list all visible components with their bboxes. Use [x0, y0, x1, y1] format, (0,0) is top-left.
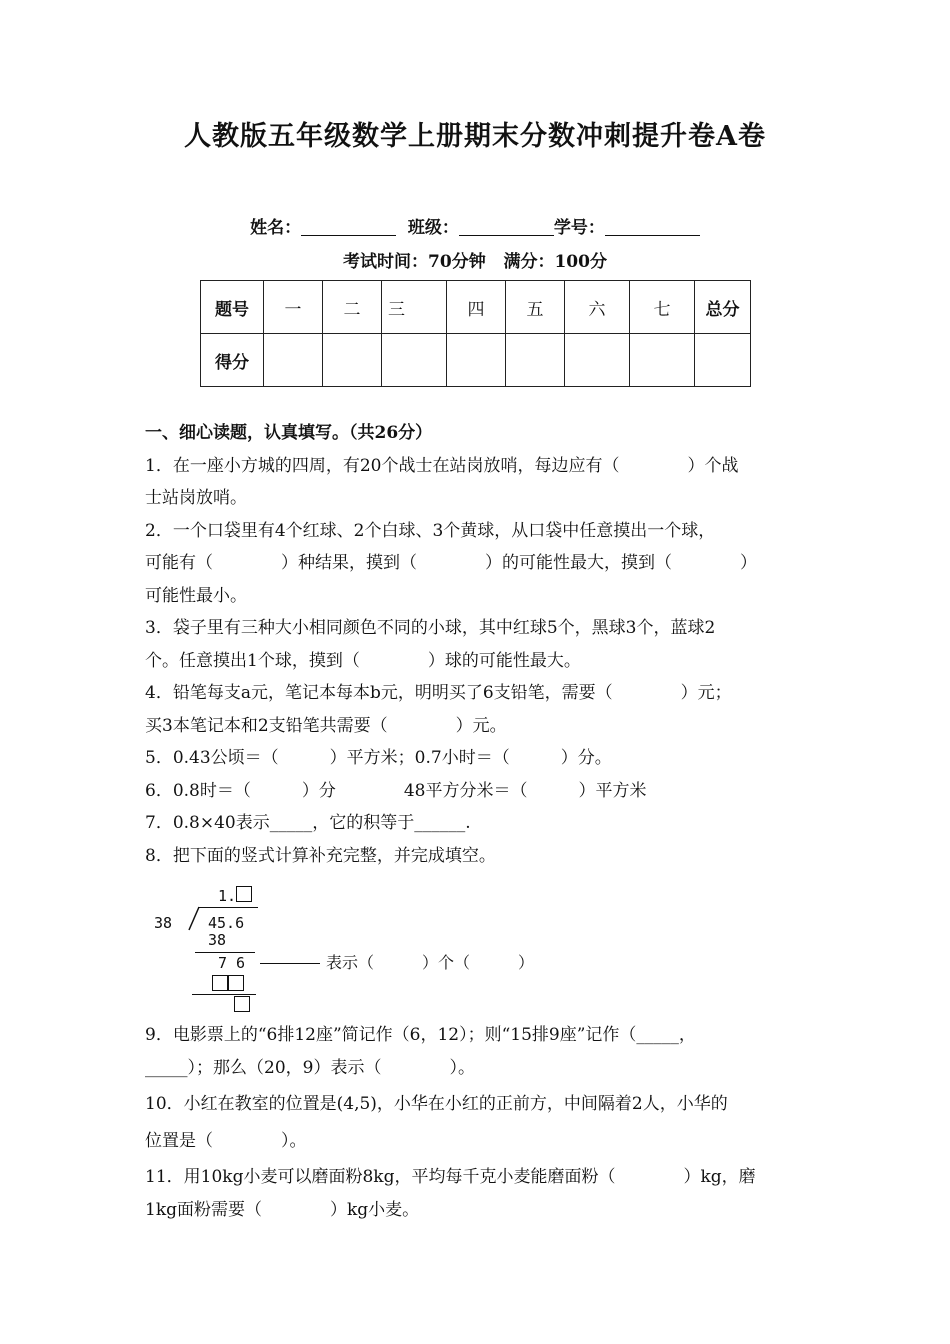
question-line: _____）；那么（20，9）表示（ ）。	[145, 1057, 475, 1078]
header-cell: 四	[447, 281, 506, 334]
blank-box[interactable]	[234, 996, 250, 1012]
question-line: 8．把下面的竖式计算补充完整，并完成填空。	[145, 845, 496, 866]
score-cell[interactable]	[447, 334, 506, 387]
id-blank[interactable]	[605, 217, 700, 236]
division-label: 表示（ ）个（ ）	[326, 953, 535, 972]
header-cell: 三	[382, 281, 447, 334]
question-line: 个。任意摸出1个球，摸到（ ）球的可能性最大。	[145, 650, 581, 671]
question-line: 4．铅笔每支a元，笔记本每本b元，明明买了6支铅笔，需要（ ）元；	[145, 683, 732, 703]
blank-box[interactable]	[236, 886, 252, 902]
score-cell[interactable]	[630, 334, 695, 387]
rule-2	[192, 994, 256, 995]
score-cell[interactable]	[264, 334, 323, 387]
score-cell[interactable]	[323, 334, 382, 387]
subtract-line-1: 38	[208, 931, 227, 949]
score-row-label: 得分	[201, 334, 264, 387]
blank-box[interactable]	[228, 975, 244, 991]
score-row	[201, 334, 751, 387]
question-line: 1．在一座小方城的四周，有20个战士在站岗放哨，每边应有（ ）个战	[145, 455, 739, 476]
name-label: 姓名：	[250, 218, 302, 238]
header-cell: 二	[323, 281, 382, 334]
class-label: 班级：	[407, 218, 459, 238]
score-cell[interactable]	[695, 334, 751, 387]
question-line: 11．用10kg小麦可以磨面粉8kg，平均每千克小麦能磨面粉（ ）kg，磨	[145, 1167, 756, 1187]
pointer-line	[260, 963, 320, 964]
questions-part1	[145, 417, 815, 872]
blank-box[interactable]	[212, 975, 228, 991]
question-line: 位置是（ ）。	[145, 1130, 307, 1151]
questions-part2	[145, 1019, 815, 1226]
header-cell: 六	[565, 281, 630, 334]
question-line: 6．0.8时＝（ ）分 48平方分米＝（ ）平方米	[145, 780, 647, 801]
student-info	[0, 213, 950, 238]
quotient: 1.	[218, 886, 252, 905]
section-heading: 一、细心读题，认真填写。（共26分）	[145, 423, 433, 443]
question-line: 买3本笔记本和2支铅笔共需要（ ）元。	[145, 715, 507, 736]
product-boxes	[212, 975, 244, 994]
page-title: 人教版五年级数学上册期末分数冲刺提升卷A卷	[184, 121, 766, 152]
question-line: 可能有（ ）种结果，摸到（ ）的可能性最大，摸到（ ）	[145, 553, 757, 573]
score-table	[200, 280, 751, 387]
rule-1	[195, 952, 255, 953]
divisor: 38	[154, 914, 173, 932]
remainder-box	[234, 996, 250, 1015]
score-cell[interactable]	[382, 334, 447, 387]
score-cell[interactable]	[565, 334, 630, 387]
question-line: 10．小红在教室的位置是(4,5)，小华在小红的正前方，中间隔着2人，小华的	[145, 1094, 728, 1114]
header-cell: 七	[630, 281, 695, 334]
id-label: 学号：	[553, 218, 605, 238]
score-header-row	[201, 281, 751, 334]
question-line: 3．袋子里有三种大小相同颜色不同的小球，其中红球5个，黑球3个，蓝球2	[145, 618, 716, 638]
vertical-division	[150, 880, 535, 1020]
header-cell: 五	[506, 281, 565, 334]
question-line: 士站岗放哨。	[145, 488, 247, 508]
remainder-1: 7 6	[218, 954, 246, 972]
question-line: 5．0.43公顷＝（ ）平方米；0.7小时＝（ ）分。	[145, 748, 612, 768]
dividend: 45.6	[208, 914, 245, 932]
header-cell: 题号	[201, 281, 264, 334]
question-line: 1kg面粉需要（ ）kg小麦。	[145, 1199, 420, 1220]
name-blank[interactable]	[301, 217, 396, 236]
question-line: 9．电影票上的“6排12座”简记作（6，12）；则“15排9座”记作（_____，	[145, 1025, 696, 1045]
score-cell[interactable]	[506, 334, 565, 387]
exam-time: 考试时间：70分钟 满分：100分	[343, 252, 607, 272]
header-cell: 一	[264, 281, 323, 334]
header-cell: 总分	[695, 281, 751, 334]
division-bar	[198, 907, 258, 908]
division-bracket	[186, 906, 202, 932]
question-line: 可能性最小。	[145, 585, 247, 606]
question-line: 2．一个口袋里有4个红球、2个白球、3个黄球，从口袋中任意摸出一个球，	[145, 520, 716, 541]
question-line: 7．0.8×40表示_____，它的积等于______.	[145, 813, 471, 833]
class-blank[interactable]	[459, 217, 554, 236]
